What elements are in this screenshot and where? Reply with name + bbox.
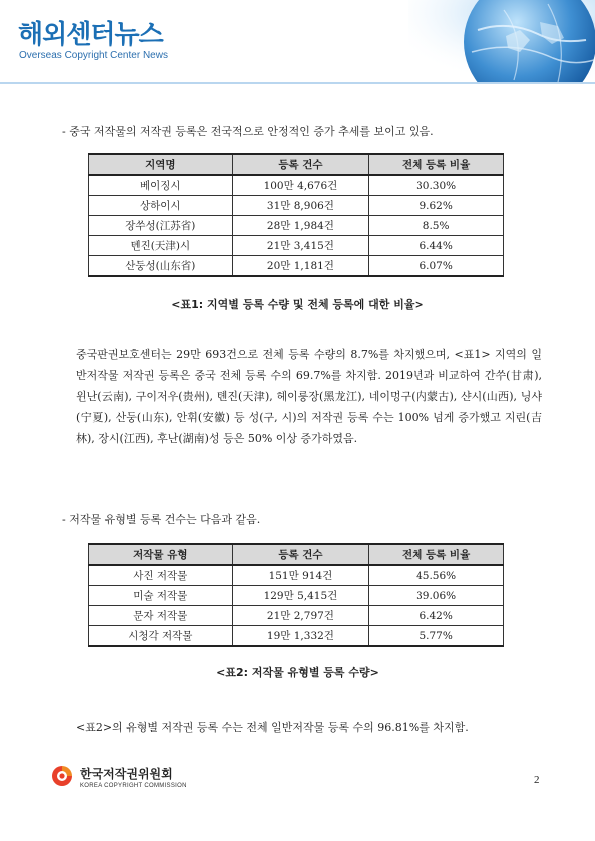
commission-logo-icon <box>50 764 74 788</box>
type-cell: 미술 저작물 <box>89 586 233 606</box>
table-row <box>89 565 504 586</box>
count-cell: 19만 1,332건 <box>232 626 369 647</box>
ratio-cell: 6.07% <box>369 256 504 277</box>
globe-image <box>408 0 595 82</box>
table-row <box>89 216 504 236</box>
region-cell: 산둥성(山东省) <box>89 256 233 277</box>
region-cell: 톈진(天津)시 <box>89 236 233 256</box>
type-cell: 문자 저작물 <box>89 606 233 626</box>
table-row <box>89 196 504 216</box>
count-cell: 129만 5,415건 <box>232 586 369 606</box>
intro-statement-1: - 중국 저작물의 저작권 등록은 전국적으로 안정적인 증가 추세를 보이고 있음. <box>62 125 434 138</box>
table-row <box>89 586 504 606</box>
table-row <box>89 606 504 626</box>
column-header: 지역명 <box>89 154 233 175</box>
column-header: 등록 건수 <box>232 544 369 565</box>
region-cell: 상하이시 <box>89 196 233 216</box>
ratio-cell: 30.30% <box>369 175 504 196</box>
column-header: 전체 등록 비율 <box>369 154 504 175</box>
region-cell: 베이징시 <box>89 175 233 196</box>
count-cell: 21만 3,415건 <box>232 236 369 256</box>
count-cell: 100만 4,676건 <box>232 175 369 196</box>
newsletter-title: 해외센터뉴스 <box>18 20 163 50</box>
column-header: 저작물 유형 <box>89 544 233 565</box>
column-header: 등록 건수 <box>232 154 369 175</box>
commission-name-english: KOREA COPYRIGHT COMMISSION <box>80 783 187 789</box>
ratio-cell: 8.5% <box>369 216 504 236</box>
table2-caption: <표2: 저작물 유형별 등록 수량> <box>216 666 379 679</box>
region-cell: 장쑤성(江苏省) <box>89 216 233 236</box>
count-cell: 20만 1,181건 <box>232 256 369 277</box>
ratio-cell: 45.56% <box>369 565 504 586</box>
page-header <box>0 0 595 82</box>
column-header: 전체 등록 비율 <box>369 544 504 565</box>
table-row <box>89 236 504 256</box>
body-paragraph-1: 중국판권보호센터는 29만 693건으로 전체 등록 수량의 8.7%를 차지했으며, <표1> 지역의 일반저작물 저작권 등록은 중국 전체 등록 수의 69.7%를 차지함. 2019년과 비교하여 간쑤(甘肃), 윈난(云南), 구이저우(贵州), 톈진(天津), 헤이룽장(黑龙江), 네이멍구(内蒙古), 샨시(山西), 닝샤(宁夏), 산둥(山东), 안휘(安徽) 등 성(구, 시)의 저작권 등록 수는 100% 넘게 증가했고 지린(吉林), 장시(江西), 후난(湖南)성 등은 50% 이상 증가하였음. <box>76 348 542 445</box>
table-row <box>89 175 504 196</box>
type-cell: 시청각 저작물 <box>89 626 233 647</box>
page-number: 2 <box>534 774 540 786</box>
ratio-cell: 9.62% <box>369 196 504 216</box>
region-registration-table <box>88 153 504 277</box>
table-header-row <box>89 544 504 565</box>
count-cell: 21만 2,797건 <box>232 606 369 626</box>
ratio-cell: 5.77% <box>369 626 504 647</box>
count-cell: 151만 914건 <box>232 565 369 586</box>
intro-statement-2: - 저작물 유형별 등록 건수는 다음과 같음. <box>62 513 261 526</box>
type-cell: 사진 저작물 <box>89 565 233 586</box>
table-header-row <box>89 154 504 175</box>
table-row <box>89 256 504 277</box>
ratio-cell: 39.06% <box>369 586 504 606</box>
table-row <box>89 626 504 647</box>
table1-caption: <표1: 지역별 등록 수량 및 전체 등록에 대한 비율> <box>171 298 424 311</box>
ratio-cell: 6.42% <box>369 606 504 626</box>
count-cell: 31만 8,906건 <box>232 196 369 216</box>
body-paragraph-2: <표2>의 유형별 저작권 등록 수는 전체 일반저작물 등록 수의 96.81%를 차지함. <box>76 721 469 734</box>
ratio-cell: 6.44% <box>369 236 504 256</box>
commission-name: 한국저작권위원회 <box>80 767 173 781</box>
work-type-registration-table <box>88 543 504 647</box>
newsletter-subtitle: Overseas Copyright Center News <box>19 50 168 61</box>
header-divider <box>0 82 595 84</box>
count-cell: 28만 1,984건 <box>232 216 369 236</box>
